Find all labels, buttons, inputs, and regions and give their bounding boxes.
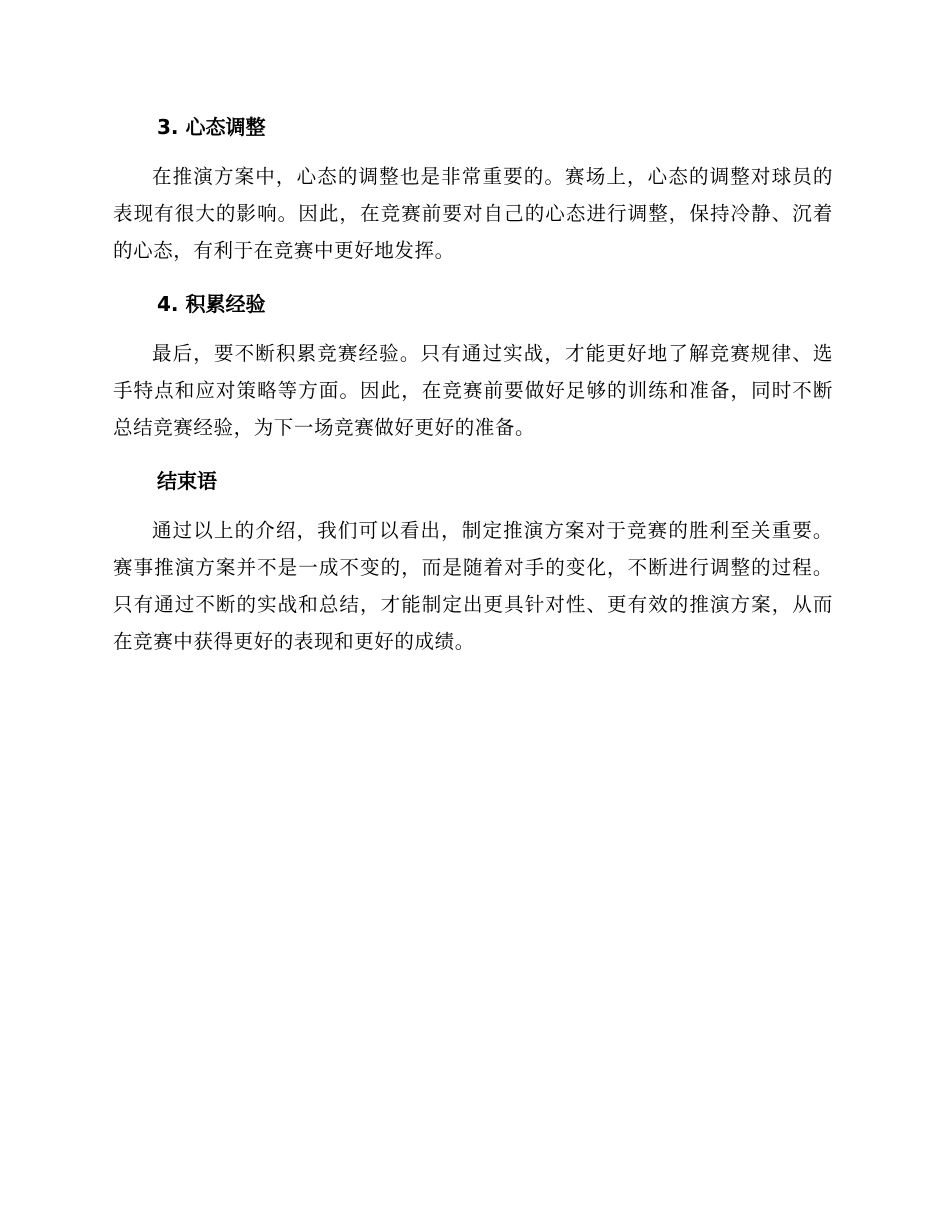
section-heading-conclusion: 结束语 [157,469,217,493]
section-paragraph-mindset: 在推演方案中，心态的调整也是非常重要的。赛场上，心态的调整对球员的表现有很大的影响。因此，在竞赛前要对自己的心态进行调整，保持冷静、沉着的心态，有利于在竞赛中更好地发挥。 [113,165,833,262]
section-heading-mindset: 3. 心态调整 [157,115,266,139]
section-paragraph-conclusion: 通过以上的介绍，我们可以看出，制定推演方案对于竞赛的胜利至关重要。赛事推演方案并不是一成不变的，而是随着对手的变化，不断进行调整的过程。只有通过不断的实战和总结，才能制定出更具针对性、更有效的推演方案，从而在竞赛中获得更好的表现和更好的成绩。 [113,519,833,653]
section-paragraph-experience: 最后，要不断积累竞赛经验。只有通过实战，才能更好地了解竞赛规律、选手特点和应对策略等方面。因此，在竞赛前要做好足够的训练和准备，同时不断总结竞赛经验，为下一场竞赛做好更好的准备。 [113,342,833,439]
document-body [113,112,833,680]
section-heading-experience: 4. 积累经验 [157,292,266,316]
